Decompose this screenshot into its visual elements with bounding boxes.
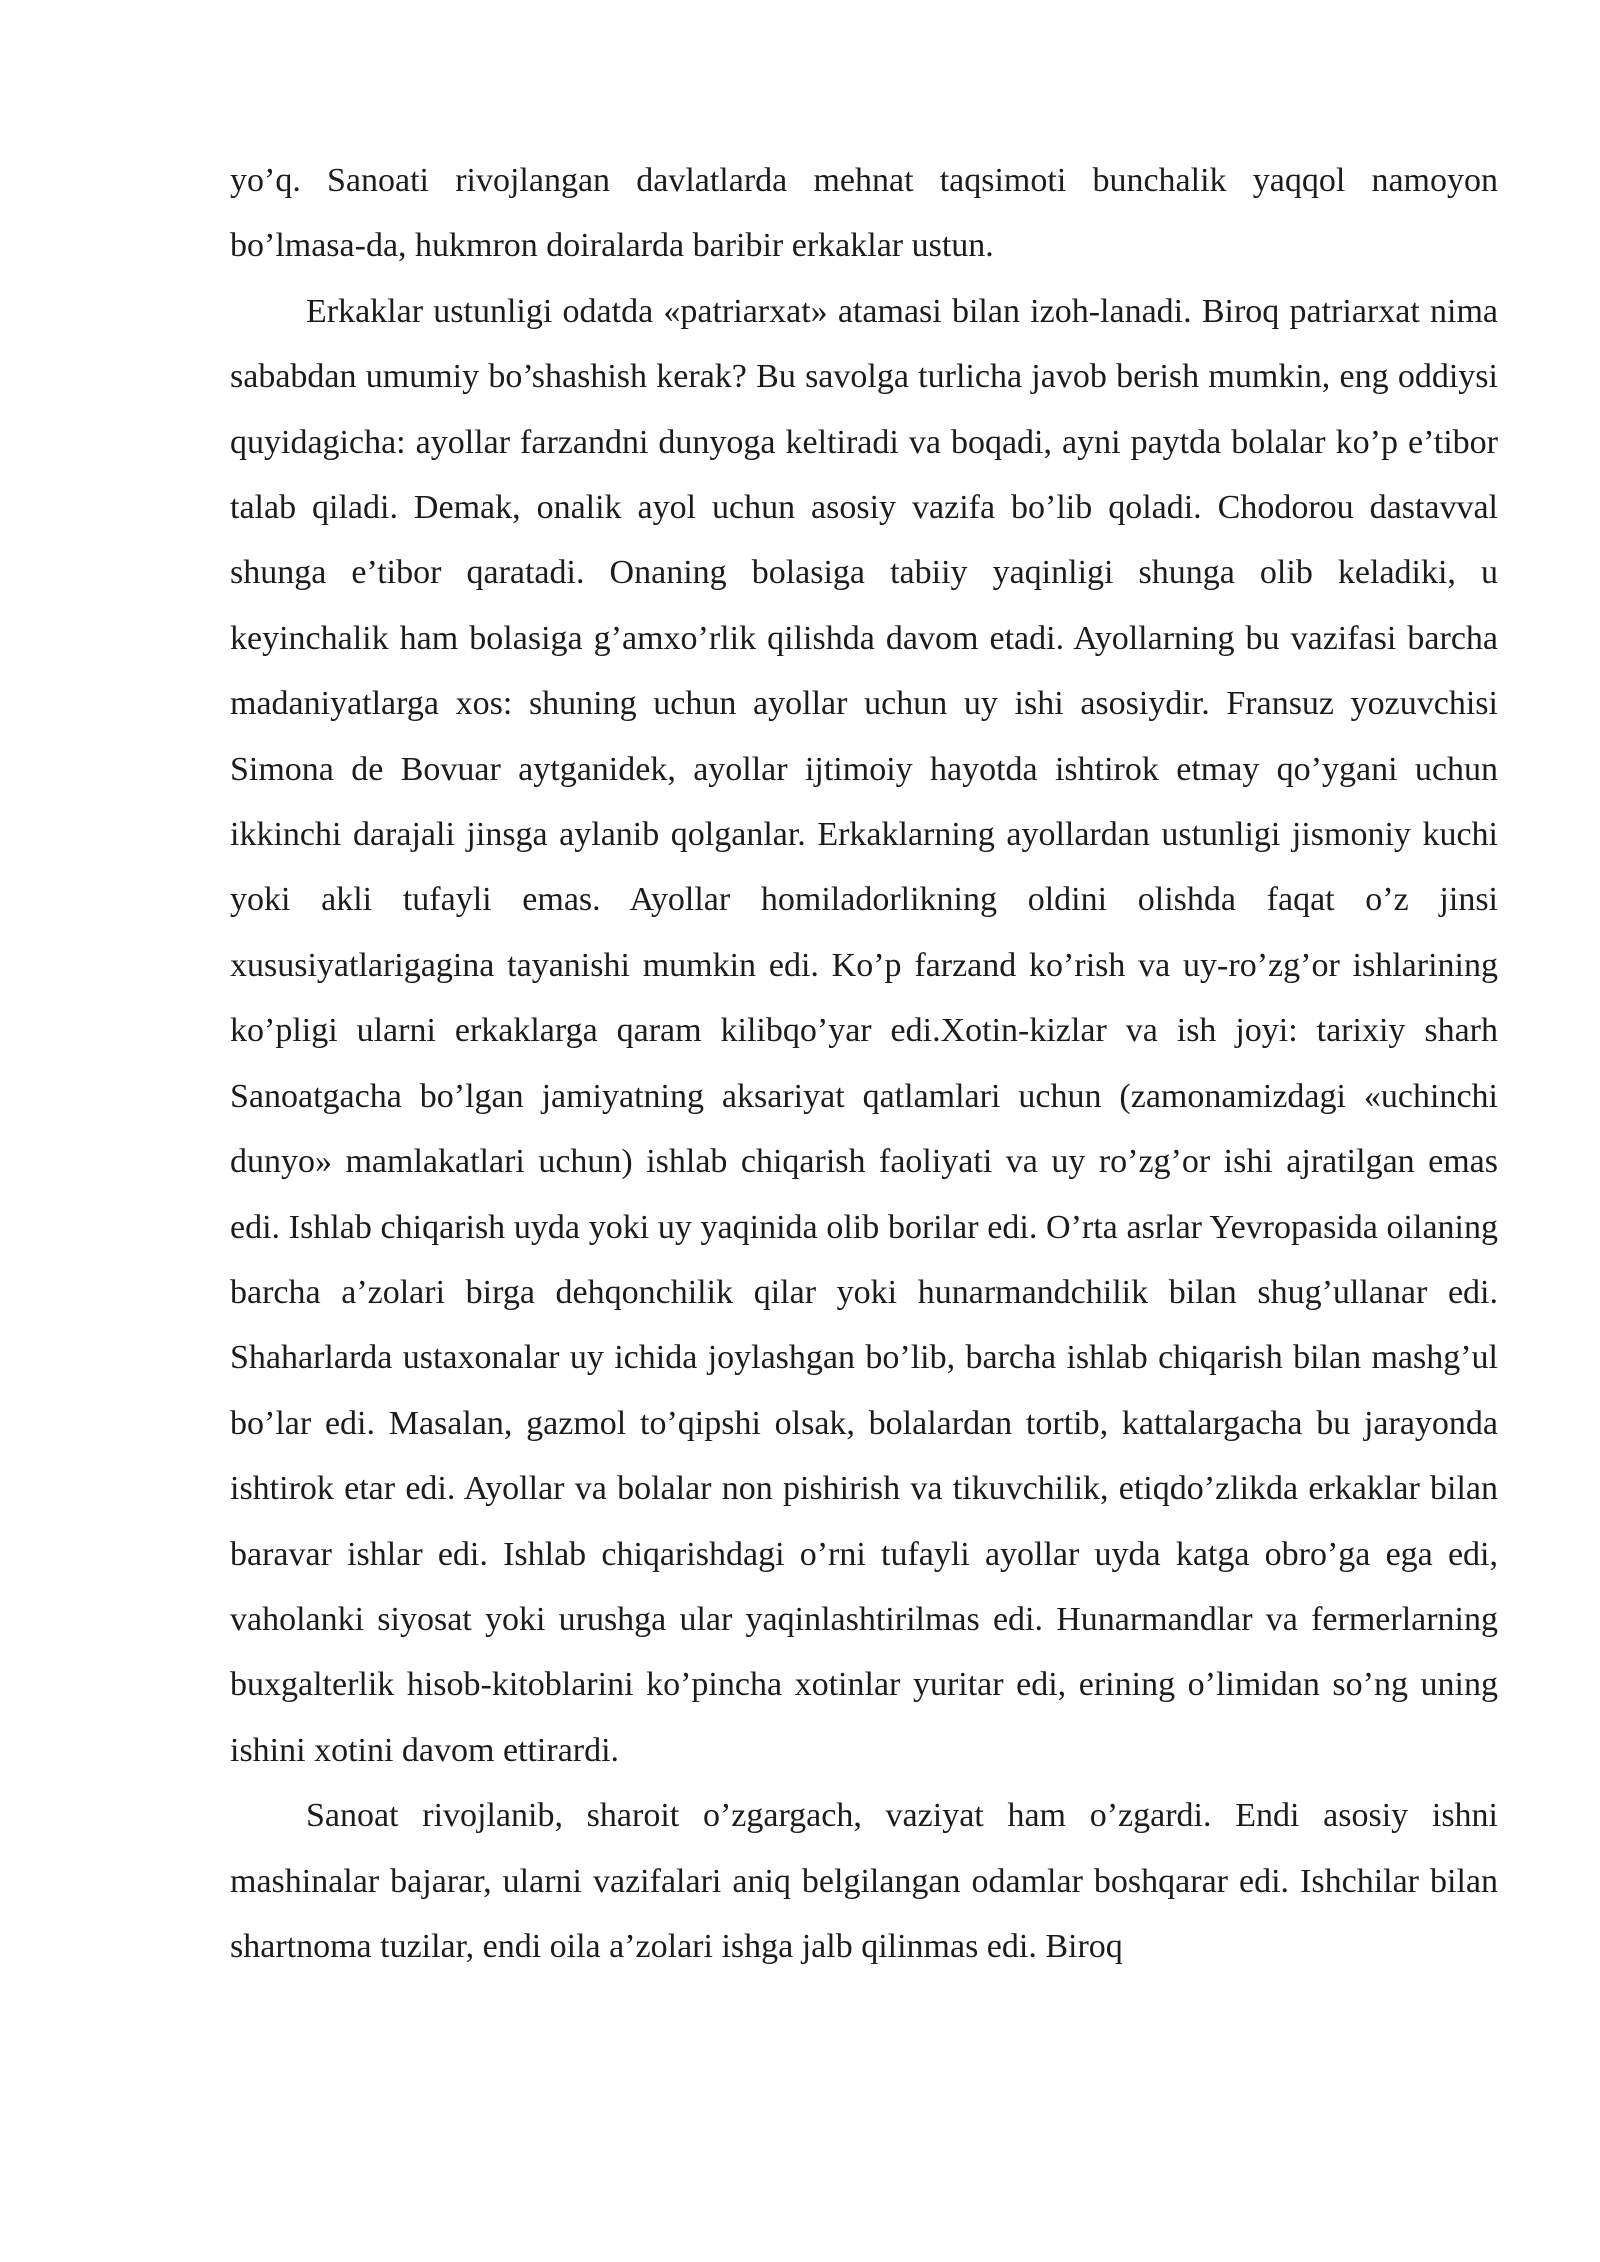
document-page [230,148,1498,1979]
paragraph-continuation: yo’q. Sanoati rivojlangan davlatlarda mehnat taqsimoti bunchalik yaqqol namoyon bo’lmasa-da, hukmron doiralarda baribir erkaklar ustun. [230,162,1498,265]
paragraph-industrial-change: Sanoat rivojlanib, sharoit o’zgargach, vaziyat ham o’zgardi. Endi asosiy ishni mashinalar bajarar, ularni vazifalari aniq belgilangan odamlar boshqarar edi. Ishchilar bilan shartnoma tuzilar, endi oila a’zolari ishga jalb qilinmas edi. Biroq [230,1797,1498,1965]
paragraph-patriarchy: Erkaklar ustunligi odatda «patriarxat» atamasi bilan izoh-lanadi. Biroq patriarxat nima sababdan umumiy bo’shashish kerak? Bu savolga turlicha javob berish mumkin, eng oddiysi quyidagicha: ayollar farzandni dunyoga keltiradi va boqadi, ayni paytda bolalar ko’p e’tibor talab qiladi. Demak, onalik ayol uchun asosiy vazifa bo’lib qoladi. Chodorou dastavval shunga e’tibor qaratadi. Onaning bolasiga tabiiy yaqinligi shunga olib keladiki, u keyinchalik ham bolasiga g’amxo’rlik qilishda davom etadi. Ayollarning bu vazifasi barcha madaniyatlarga xos: shuning uchun ayollar uchun uy ishi asosiydir. Fransuz yozuvchisi Simona de Bovuar aytganidek, ayollar ijtimoiy hayotda ishtirok etmay qo’ygani uchun ikkinchi darajali jinsga aylanib qolganlar. Erkaklarning ayollardan ustunligi jismoniy kuchi yoki akli tufayli emas. Ayollar homiladorlikning oldini olishda faqat o’z jinsi xususiyatlarigagina tayanishi mumkin edi. Ko’p farzand ko’rish va uy-ro’zg’or ishlarining ko’pligi ularni erkaklarga qaram kilibqo’yar edi.Xotin-kizlar va ish joyi: tarixiy sharh Sanoatgacha bo’lgan jamiyatning aksariyat qatlamlari uchun (zamonamizdagi «uchinchi dunyo» mamlakatlari uchun) ishlab chiqarish faoliyati va uy ro’zg’or ishi ajratilgan emas edi. Ishlab chiqarish uyda yoki uy yaqinida olib borilar edi. O’rta asrlar Yevropasida oilaning barcha a’zolari birga dehqonchilik qilar yoki hunarmandchilik bilan shug’ullanar edi. Shaharlarda ustaxonalar uy ichida joylashgan bo’lib, barcha ishlab chiqarish bilan mashg’ul bo’lar edi. Masalan, gazmol to’qipshi olsak, bolalardan tortib, kattalargacha bu jarayonda ishtirok etar edi. Ayollar va bolalar non pishirish va tikuvchilik, etiqdo’zlikda erkaklar bilan baravar ishlar edi. Ishlab chiqarishdagi o’rni tufayli ayollar uyda katga obro’ga ega edi, vaholanki siyosat yoki urushga ular yaqinlashtirilmas edi. Hunarmandlar va fermerlarning buxgalterlik hisob-kitoblarini ko’pincha xotinlar yuritar edi, erining o’limidan so’ng uning ishini xotini davom ettirardi. [230,292,1498,1769]
